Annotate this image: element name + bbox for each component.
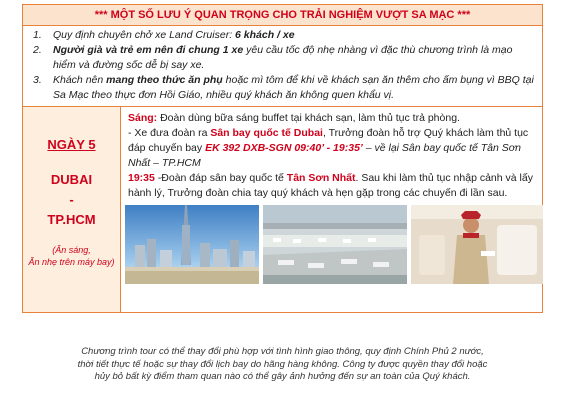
route-from: DUBAI: [50, 172, 93, 187]
itinerary-page: [22, 4, 543, 313]
morning-label: Sáng:: [128, 112, 158, 124]
note-text-post: hoặc mì tôm để khi về khách sạn ăn thêm cho ấm bụng vì BBQ tại Sa Mạc theo thực đơn Hồi Giáo, nhiều quý khách ăn không quen khẩu vị.: [53, 74, 534, 101]
day-section: [22, 106, 543, 313]
note-item: [29, 28, 536, 43]
note-item: [29, 73, 536, 103]
note-text-bold: mang theo thức ăn phụ: [106, 74, 223, 86]
note-number: 1.: [33, 29, 42, 41]
note-text-bold: 6 khách / xe: [235, 29, 295, 41]
note-number: 2.: [33, 44, 42, 56]
note-text: [53, 28, 536, 43]
arrival-text: . Sau khi làm thủ tục nhập cảnh và lấy hành lý, Trưởng đoàn chia tay quý khách và hẹn gặp trong các chuyến đi lần sau.: [128, 172, 533, 199]
meal-line: Ăn nhẹ trên máy bay): [28, 257, 115, 267]
arrival-paragraph: [128, 171, 543, 201]
photo-strip: [125, 205, 543, 284]
flight-info: EK 392 DXB-SGN 09:40’ - 19:35’: [205, 142, 363, 154]
note-text-pre: Quy định chuyên chở xe Land Cruiser:: [53, 29, 236, 41]
transfer-text: , Trưởng đoàn hỗ trợ Quý khách làm thủ tục đáp chuyến bay: [128, 127, 529, 154]
note-text-bold: Người già và trẻ em nên đi chung 1 xe: [53, 44, 244, 56]
disclaimer-footer: [22, 346, 543, 384]
arrival-time: 19:35: [128, 172, 155, 184]
dubai-airport-photo: [263, 205, 407, 284]
morning-text: Đoàn dùng bữa sáng buffet tại khách sạn, làm thủ tục trả phòng.: [157, 112, 460, 124]
disclaimer-line: thời tiết thực tế hoặc sự thay đổi lịch bay do hãng hàng không. Công ty được quyền thay đổi hoặc: [77, 358, 488, 370]
note-text-post: yêu cầu tốc độ nhẹ nhàng vì đặc thù chương trình là mạo hiểm và đường sốc dễ bị say xe.: [53, 44, 513, 71]
flight-attendant-photo: [411, 205, 543, 284]
airport-dubai: Sân bay quốc tế Dubai: [210, 127, 323, 139]
note-text: [53, 43, 536, 73]
day-details: [121, 107, 547, 312]
note-number: 3.: [33, 74, 42, 86]
meal-info: [23, 244, 120, 268]
transfer-paragraph: [128, 126, 543, 171]
morning-paragraph: [128, 111, 543, 126]
note-item: [29, 43, 536, 73]
dubai-skyline-photo: [125, 205, 259, 284]
route-dash: -: [69, 192, 74, 207]
disclaimer-line: Chương trình tour có thể thay đổi phù hợp với tình hình giao thông, quy định Chính Phủ 2 nước,: [81, 346, 484, 357]
meal-line: (Ăn sáng,: [52, 245, 91, 255]
route-to: TP.HCM: [47, 212, 96, 227]
airport-tan-son-nhat: Tân Sơn Nhất: [286, 172, 356, 184]
disclaimer-line: hủy bỏ bất kỳ điểm tham quan nào có thể gây ảnh hưởng đến sự an toàn của Quý khách.: [94, 371, 471, 382]
arrival-text: -Đoàn đáp sân bay quốc tế: [154, 172, 287, 184]
day-summary: [23, 107, 121, 312]
transfer-text: - Xe đưa đoàn ra: [128, 127, 211, 139]
day-label: NGÀY 5: [47, 137, 96, 152]
transfer-tail: – về lại Sân bay quốc tế Tân Sơn Nhất – TP.HCM: [128, 142, 521, 169]
note-text-pre: Khách nên: [53, 74, 107, 86]
notes-header: *** MỘT SỐ LƯU Ý QUAN TRỌNG CHO TRẢI NGHIỆM VƯỢT SA MẠC ***: [22, 4, 543, 25]
notes-list: [22, 25, 543, 106]
note-text: [53, 73, 536, 103]
day-route: [23, 170, 120, 230]
